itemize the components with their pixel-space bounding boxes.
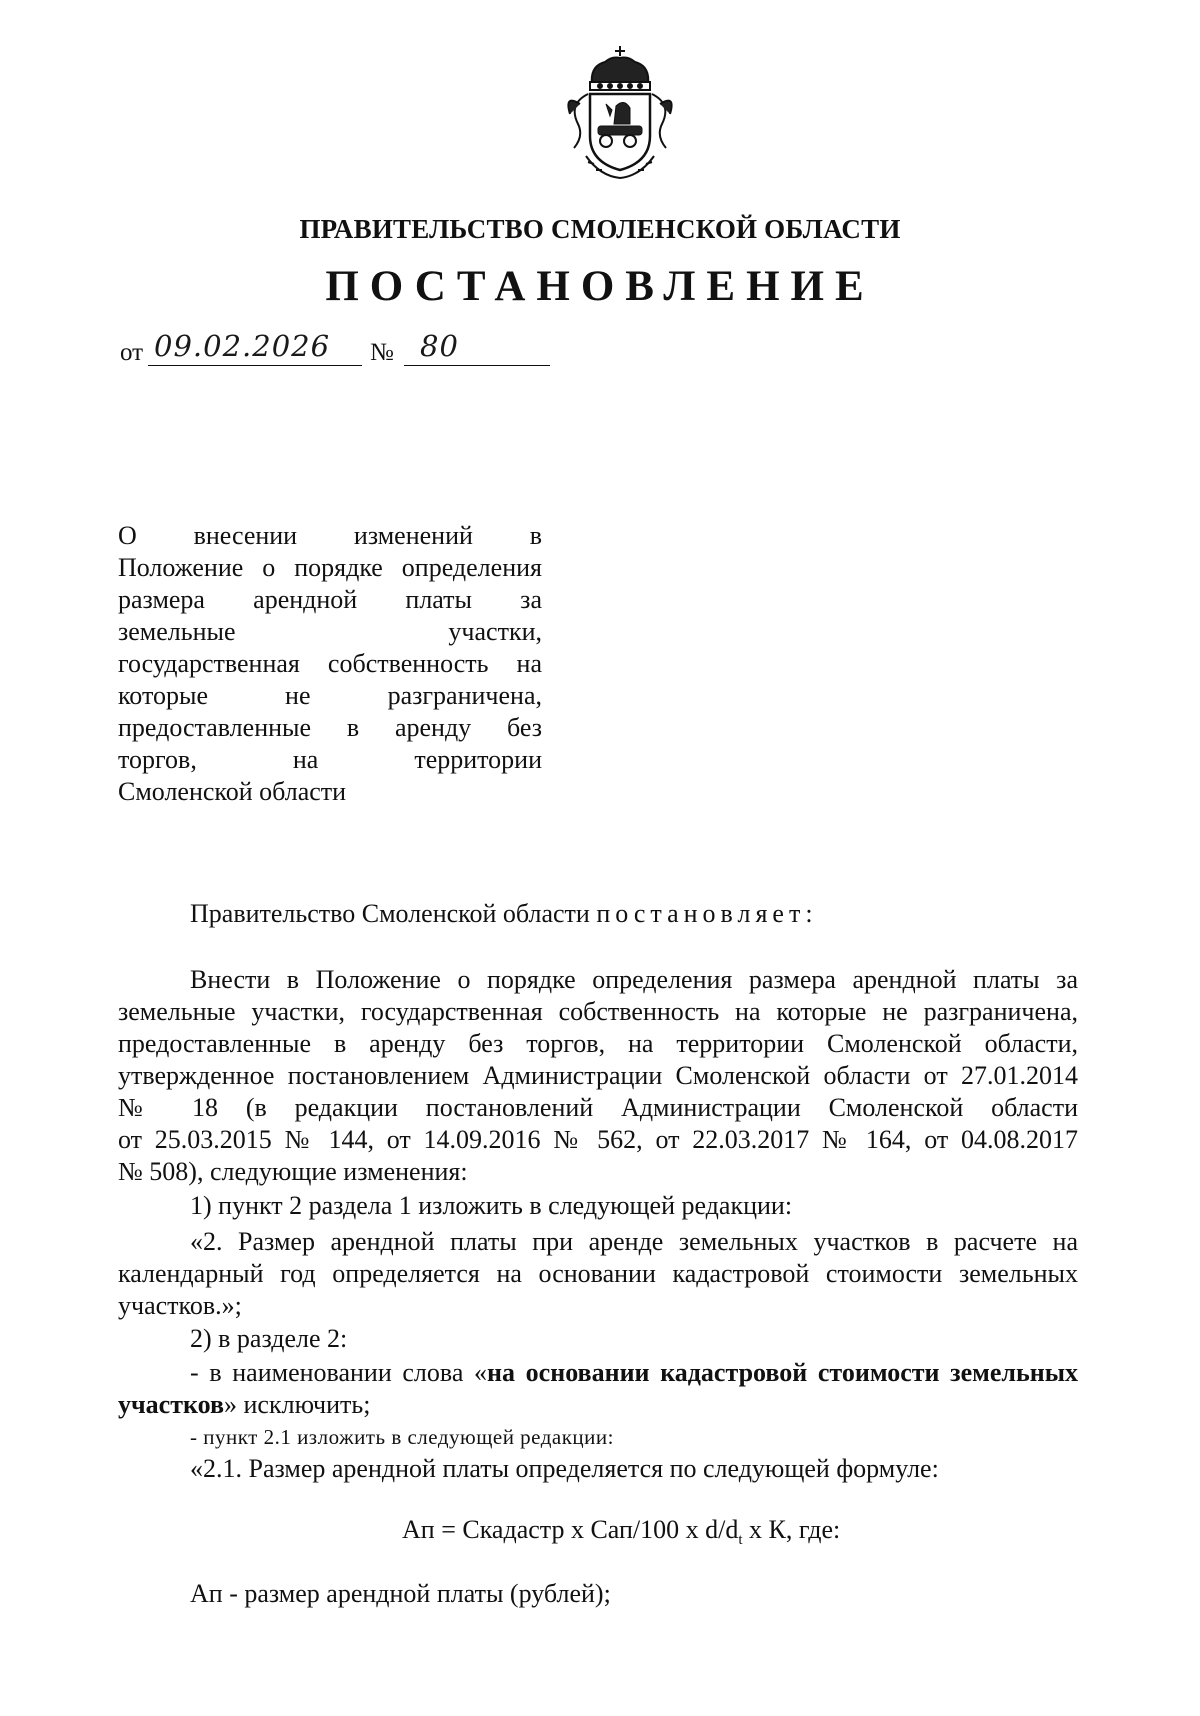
formula-main: Ап = Скадастр х Сап/100 х d/d [402, 1515, 739, 1544]
paragraph-line: № 508), следующие изменения: [118, 1157, 468, 1186]
formula-tail: х К, где: [742, 1515, 841, 1544]
organization-name: ПРАВИТЕЛЬСТВО СМОЛЕНСКОЙ ОБЛАСТИ [299, 214, 901, 244]
title-line: размера арендной платы за [118, 585, 542, 614]
definition-ap: Ап - размер арендной платы (рублей); [190, 1579, 611, 1608]
smolensk-crest-svg [560, 44, 680, 184]
quote-line: участков.»; [118, 1291, 242, 1320]
resolution-title [118, 520, 542, 808]
sub-item-1-lead: - в наименовании слова « [190, 1358, 488, 1387]
date-underline [148, 365, 362, 366]
paragraph-line: от 25.03.2015 № 144, от 14.09.2016 № 562, от 22.03.2017 № 164, от 04.08.2017 [118, 1125, 1078, 1154]
title-line: земельные участки, [118, 617, 542, 646]
title-line: государственная собственность на [118, 649, 542, 678]
main-paragraph [118, 964, 1078, 1188]
formula-subscript: t [738, 1532, 743, 1549]
sub-item-2: - пункт 2.1 изложить в следующей редакции: [190, 1425, 614, 1449]
quoted-point-2 [118, 1226, 1078, 1322]
date-number-line [120, 329, 560, 375]
sub-item-1-line [118, 1357, 1078, 1389]
paragraph-line: Внести в Положение о порядке определения размера арендной платы за [190, 965, 1078, 994]
preamble-verb: постановляет: [596, 899, 818, 928]
title-line: Положение о порядке определения [118, 553, 542, 582]
paragraph-line: утвержденное постановлением Администрации Смоленской области от 27.01.2014 [118, 1061, 1078, 1090]
title-line: Смоленской области [118, 777, 347, 806]
title-line: предоставленные в аренду без [118, 713, 542, 742]
paragraph-line: предоставленные в аренду без торгов, на территории Смоленской области, [118, 1029, 1078, 1058]
title-line: О внесении изменений в [118, 521, 542, 550]
document-type-title: ПОСТАНОВЛЕНИЕ [325, 263, 875, 310]
number-label: № [370, 339, 394, 366]
coat-of-arms-icon [560, 44, 680, 184]
sub-item-1-bold: участков [118, 1390, 225, 1419]
sub-item-1 [118, 1357, 1078, 1421]
title-line: торгов, на территории [118, 745, 542, 774]
preamble-subject: Правительство Смоленской области [190, 899, 590, 928]
handwritten-date: 09.02.2026 [154, 329, 331, 363]
item-1: 1) пункт 2 раздела 1 изложить в следующей редакции: [190, 1191, 793, 1220]
item-2: 2) в разделе 2: [190, 1324, 348, 1353]
date-from-label: от [120, 339, 144, 366]
sub-item-1-tail: » исключить; [224, 1390, 371, 1419]
paragraph-line: земельные участки, государственная собственность на которые не разграничена, [118, 997, 1078, 1026]
formula [402, 1514, 1102, 1556]
quoted-point-2-1: «2.1. Размер арендной платы определяется по следующей формуле: [190, 1454, 939, 1483]
paragraph-line: № 18 (в редакции постановлений Администрации Смоленской области [118, 1093, 1078, 1122]
quote-line: календарный год определяется на основании кадастровой стоимости земельных [118, 1259, 1078, 1288]
sub-item-1-line [118, 1389, 1078, 1421]
handwritten-number: 80 [420, 329, 459, 363]
sub-item-1-bold: на основании кадастровой стоимости земельных [487, 1358, 1078, 1387]
number-underline [404, 365, 550, 366]
title-line: которые не разграничена, [118, 681, 542, 710]
quote-line: «2. Размер арендной платы при аренде земельных участков в расчете на [190, 1227, 1078, 1256]
preamble [190, 898, 1090, 930]
